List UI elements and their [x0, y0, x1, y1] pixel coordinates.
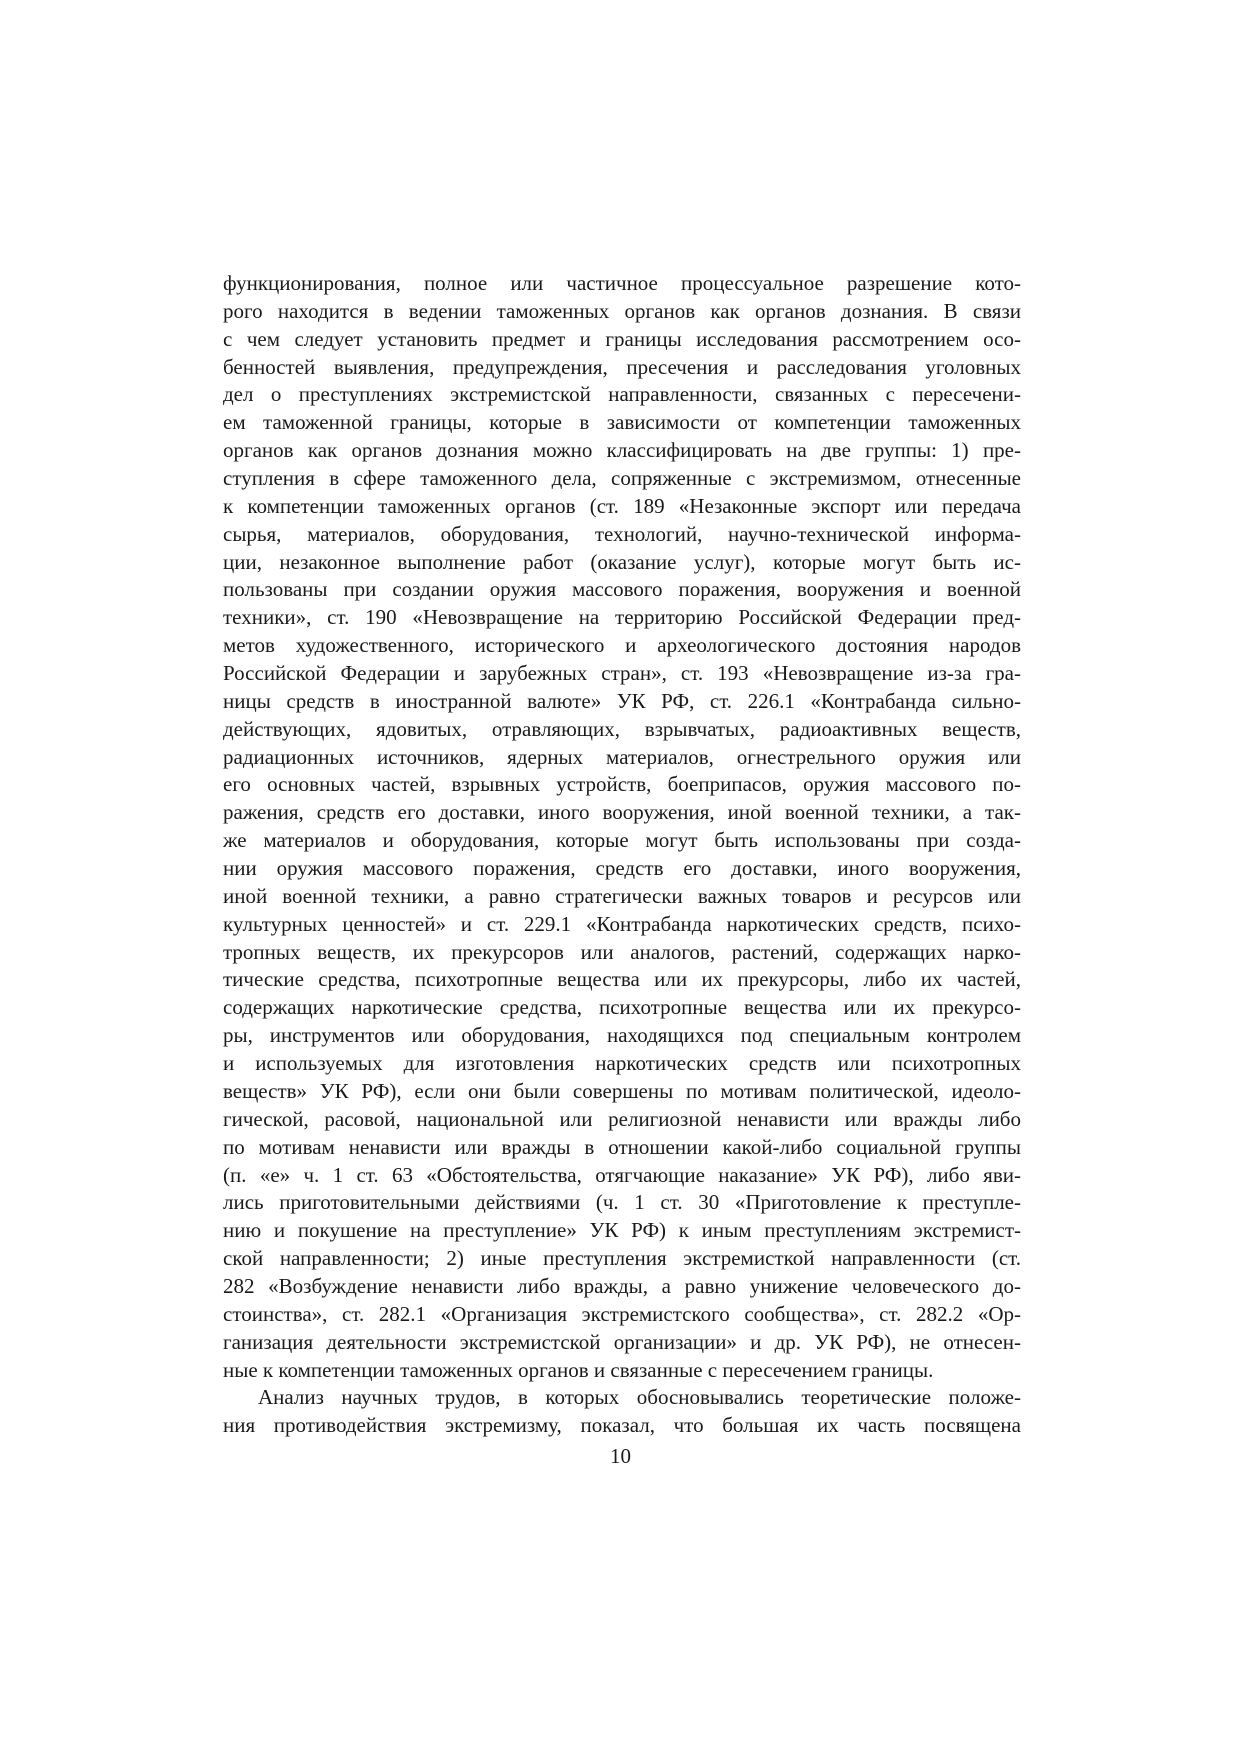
text-line: стоинства», ст. 282.1 «Организация экстремистского сообщества», ст. 282.2 «Ор-	[223, 1301, 1021, 1326]
text-line: функционирования, полное или частичное процессуальное разрешение кото-	[223, 271, 1021, 295]
text-line: ражения, средств его доставки, иного вооружения, иной военной техники, а так-	[223, 800, 1021, 825]
text-line: иной военной техники, а равно стратегически важных товаров и ресурсов или	[223, 883, 1021, 908]
text-line: ницы средств в иностранной валюте» УК РФ, ст. 226.1 «Контрабанда сильно-	[223, 688, 1021, 713]
text-line: метов художественного, исторического и археологического достояния народов	[223, 633, 1021, 658]
text-line: 282 «Возбуждение ненависти либо вражды, а равно унижение человеческого до-	[223, 1273, 1021, 1298]
text-line: (п. «е» ч. 1 ст. 63 «Обстоятельства, отягчающие наказание» УК РФ), либо яви-	[223, 1162, 1021, 1187]
text-line: радиационных источников, ядерных материалов, огнестрельного оружия или	[223, 744, 1021, 769]
text-line: по мотивам ненависти или вражды в отношении какой-либо социальной группы	[223, 1134, 1021, 1159]
text-line: органов как органов дознания можно классифицировать на две группы: 1) пре-	[223, 438, 1021, 463]
text-line: ры, инструментов или оборудования, находящихся под специальным контролем	[223, 1023, 1021, 1048]
text-line: сырья, материалов, оборудования, технологий, научно-технической информа-	[223, 521, 1021, 546]
text-line: тические средства, психотропные вещества или их прекурсоры, либо их частей,	[223, 967, 1021, 992]
text-line: лись приготовительными действиями (ч. 1 ст. 30 «Приготовление к преступле-	[223, 1190, 1021, 1215]
text-line: же материалов и оборудования, которые могут быть использованы при созда-	[223, 828, 1021, 853]
paragraph	[223, 270, 1021, 1384]
text-line: с чем следует установить предмет и границы исследования рассмотрением осо-	[223, 326, 1021, 351]
text-line: техники», ст. 190 «Невозвращение на территорию Российской Федерации пред-	[223, 605, 1021, 630]
text-line: культурных ценностей» и ст. 229.1 «Контрабанда наркотических средств, психо-	[223, 911, 1021, 936]
page-number: 10	[610, 1444, 631, 1468]
text-line: нии оружия массового поражения, средств его доставки, иного вооружения,	[223, 856, 1021, 881]
text-line: тропных веществ, их прекурсоров или аналогов, растений, содержащих нарко-	[223, 939, 1021, 964]
text-line: дел о преступлениях экстремистской направленности, связанных с пересечени-	[223, 382, 1021, 407]
text-line: бенностей выявления, предупреждения, пресечения и расследования уголовных	[223, 354, 1021, 379]
text-line: к компетенции таможенных органов (ст. 189 «Незаконные экспорт или передача	[223, 493, 1021, 518]
text-line: Анализ научных трудов, в которых обосновывались теоретические положе-	[258, 1385, 1021, 1410]
text-line: рого находится в ведении таможенных органов как органов дознания. В связи	[223, 298, 1021, 323]
text-line: Российской Федерации и зарубежных стран», ст. 193 «Невозвращение из-за гра-	[223, 661, 1021, 686]
text-line: и используемых для изготовления наркотических средств или психотропных	[223, 1051, 1021, 1076]
text-line: ем таможенной границы, которые в зависимости от компетенции таможенных	[223, 410, 1021, 435]
text-line: ные к компетенции таможенных органов и связанные с пересечением границы.	[223, 1357, 934, 1382]
text-line: его основных частей, взрывных устройств, боеприпасов, оружия массового по-	[223, 772, 1021, 797]
text-line: пользованы при создании оружия массового поражения, вооружения и военной	[223, 577, 1021, 602]
text-line: нию и покушение на преступление» УК РФ) к иным преступлениям экстремист-	[223, 1218, 1021, 1243]
text-line: содержащих наркотические средства, психотропные вещества или их прекурсо-	[223, 995, 1021, 1020]
text-line: действующих, ядовитых, отравляющих, взрывчатых, радиоактивных веществ,	[223, 716, 1021, 741]
text-line: ступления в сфере таможенного дела, сопряженные с экстремизмом, отнесенные	[223, 466, 1021, 491]
text-line: гической, расовой, национальной или религиозной ненависти или вражды либо	[223, 1106, 1021, 1131]
body-text	[223, 270, 1021, 1440]
paragraph	[223, 1384, 1021, 1440]
text-line: веществ» УК РФ), если они были совершены по мотивам политической, идеоло-	[223, 1078, 1021, 1103]
text-line: ганизация деятельности экстремистской организации» и др. УК РФ), не отнесен-	[223, 1329, 1021, 1354]
text-line: ния противодействия экстремизму, показал, что большая их часть посвящена	[223, 1413, 1021, 1438]
text-line: ции, незаконное выполнение работ (оказание услуг), которые могут быть ис-	[223, 549, 1021, 574]
text-line: ской направленности; 2) иные преступления экстремисткой направленности (ст.	[223, 1246, 1021, 1271]
